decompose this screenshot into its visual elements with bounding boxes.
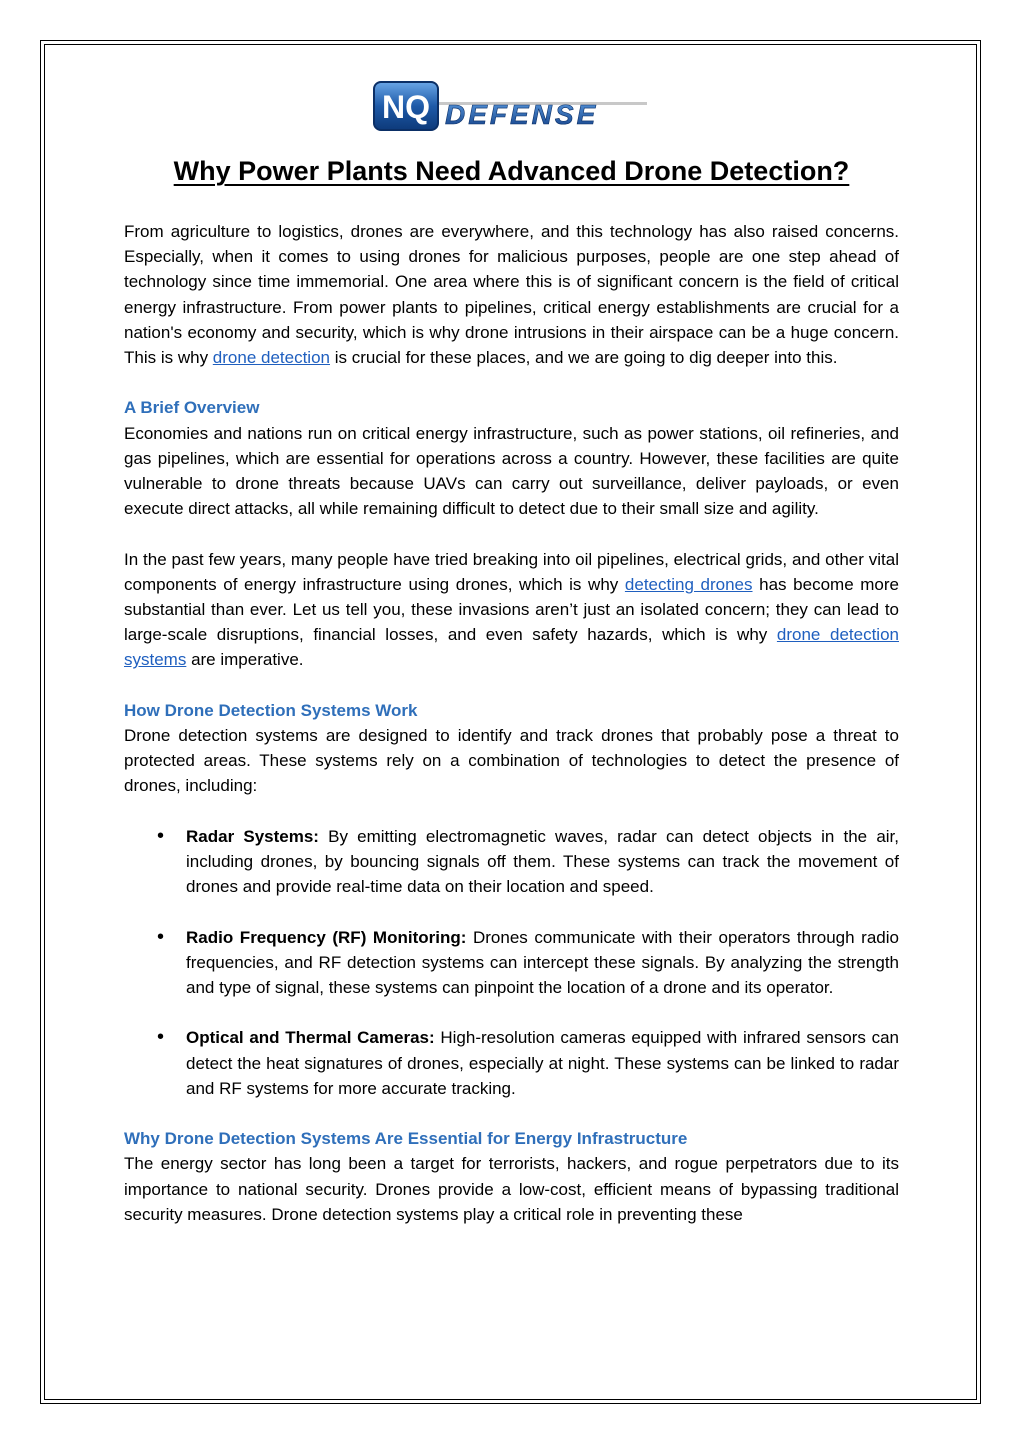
list-item: • Optical and Thermal Cameras: High-resolution cameras equipped with infrared sensors can detect the heat signatures of drones, especially at night. These systems can be linked to radar and RF systems for more accurate tracking. [124,1025,899,1101]
intro-paragraph: From agriculture to logistics, drones are everywhere, and this technology has also raised concerns. Especially, when it comes to using drones for malicious purposes, people are one step ahead of technology since time immemorial. One area where this is of significant concern is the field of critical energy infrastructure. From power plants to pipelines, critical energy establishments are crucial for a nation's economy and security, which is why drone intrusions in their airspace can be a huge concern. This is why drone detection is crucial for these places, and we are going to dig deeper into this. [124,222,899,368]
overview-paragraph-2: In the past few years, many people have tried breaking into oil pipelines, electrical grids, and other vital components of energy infrastructure using drones, which is why detecting drones has become more substantial than ever. Let us tell you, these invasions aren’t just an isolated concern; they can lead to large-scale disruptions, financial losses, and even safety hazards, which is why drone detection systems are imperative. [124,549,900,670]
svg-text:DEFENSE: DEFENSE [445,99,599,130]
why-heading: Why Drone Detection Systems Are Essential for Energy Infrastructure [124,1129,688,1149]
drone-detection-link[interactable]: drone detection [212,348,330,368]
list-item: • Radio Frequency (RF) Monitoring: Drones communicate with their operators through radio frequencies, and RF detection systems can intercept these signals. By analyzing the strength and type of signal, these systems can pinpoint the location of a drone and its operator. [124,925,899,1001]
list-item: • Radar Systems: By emitting electromagnetic waves, radar can detect objects in the air, including drones, by bouncing signals off them. These systems can track the movement of drones and provide real-time data on their location and speed. [124,824,899,900]
how-heading: How Drone Detection Systems Work [124,700,418,720]
page-title: Why Power Plants Need Advanced Drone Detection? [173,156,850,186]
svg-text:NQ: NQ [382,89,430,125]
overview-heading: A Brief Overview [124,398,260,418]
detecting-drones-link[interactable]: detecting drones [624,574,753,594]
drone-detection-systems-link[interactable]: drone detection systems [124,625,899,670]
why-paragraph: The energy sector has long been a target for terrorists, hackers, and rogue perpetrators due to its importance to national security. Drones provide a low-cost, efficient means of bypassing traditional security measures. Drone detection systems play a critical role in preventing these [124,1154,899,1224]
article-body [124,219,899,1227]
detection-technologies-list [124,824,899,1101]
overview-paragraph-1: Economies and nations run on critical energy infrastructure, such as power stations, oil refineries, and gas pipelines, which are essential for operations across a country. However, these facilities are quite vulnerable to drone threats because UAVs can carry out surveillance, deliver payloads, or even execute direct attacks, all while remaining difficult to detect due to their small size and agility. [124,423,899,519]
how-paragraph: Drone detection systems are designed to identify and track drones that probably pose a threat to protected areas. These systems rely on a combination of technologies to detect the presence of drones, including: [124,726,899,796]
nq-defense-logo [373,80,649,132]
